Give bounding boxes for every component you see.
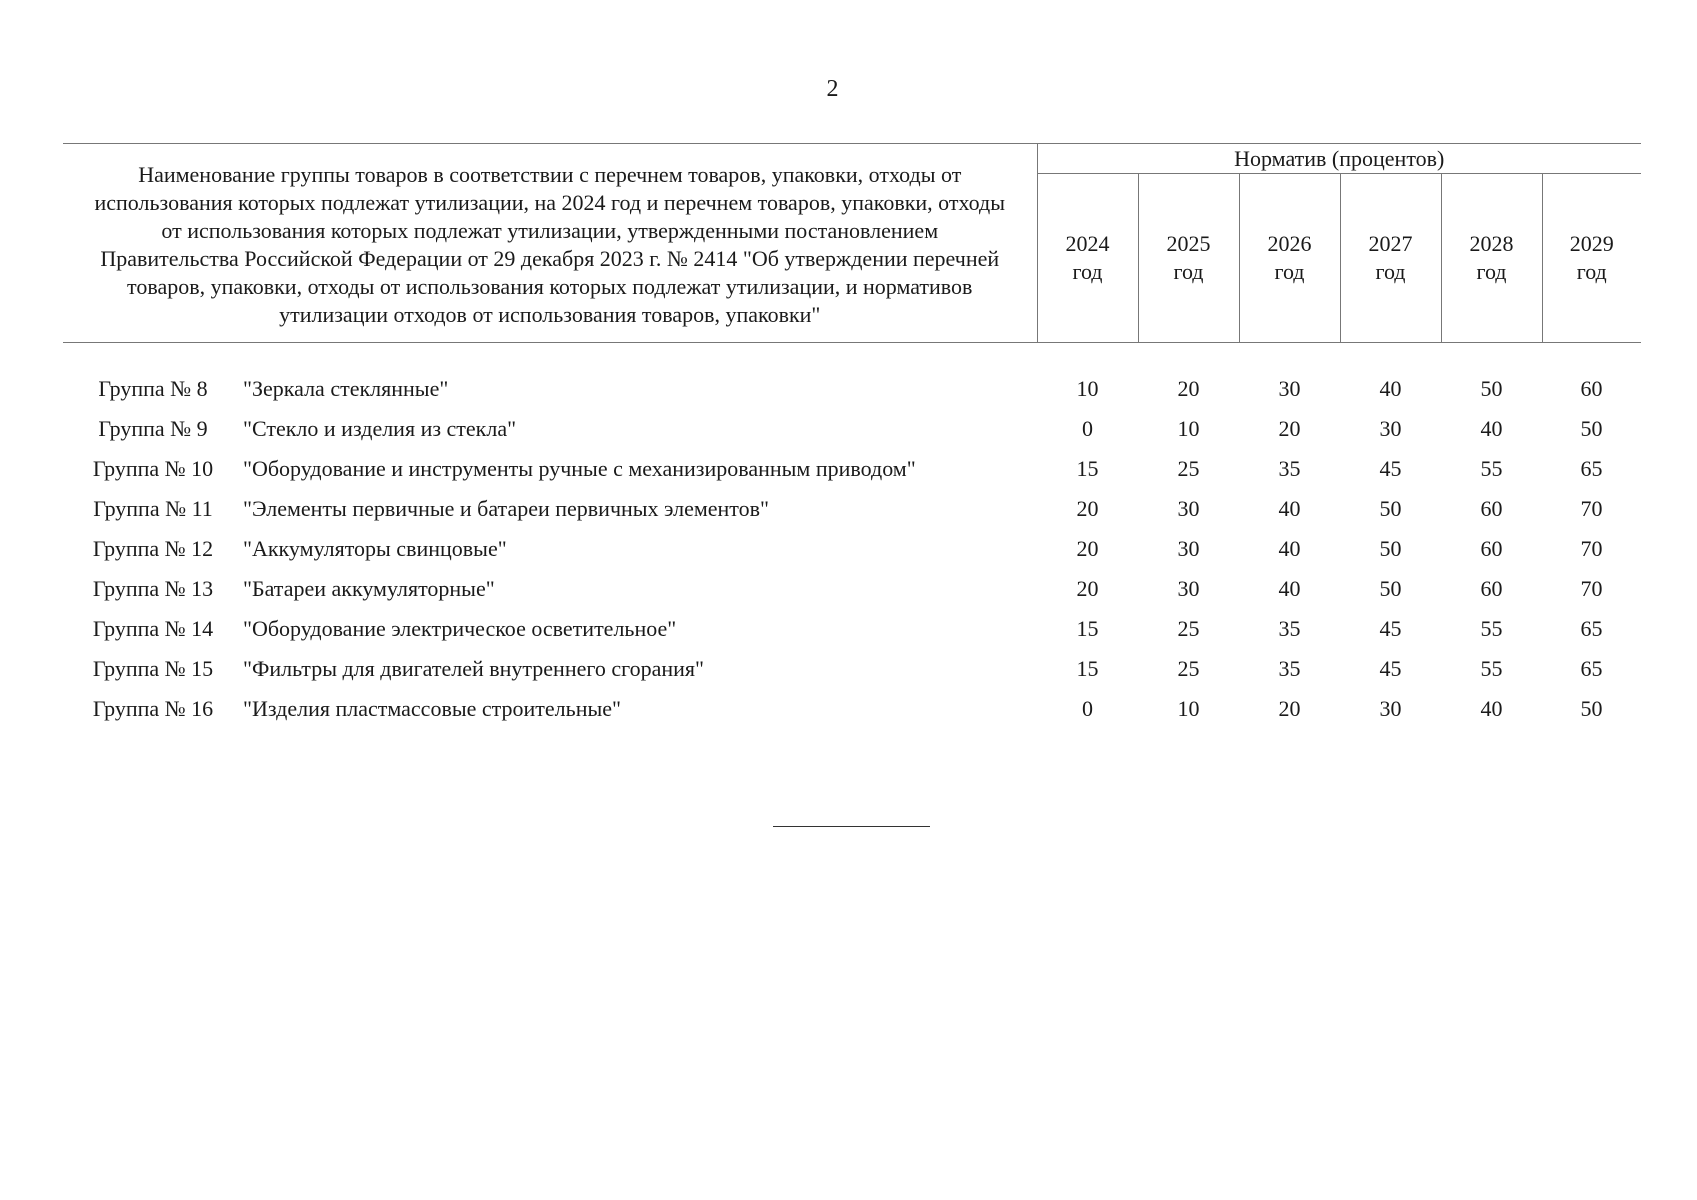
norm-2024: 10 — [1076, 376, 1099, 401]
norm-2025: 10 — [1177, 416, 1200, 441]
norm-2027: 45 — [1379, 656, 1402, 681]
norm-2025: 30 — [1177, 576, 1200, 601]
year-header-2029: 2029 год — [1542, 174, 1641, 343]
norm-2028: 50 — [1480, 376, 1503, 401]
table-row — [63, 449, 1641, 489]
group-number: Группа № 13 — [92, 576, 214, 601]
group-name: "Изделия пластмассовые строительные" — [243, 696, 621, 721]
page-number: 2 — [826, 76, 839, 102]
norm-2029: 50 — [1580, 696, 1603, 721]
norm-2028: 40 — [1480, 416, 1503, 441]
norm-2028: 60 — [1480, 576, 1503, 601]
norm-2029: 60 — [1580, 376, 1603, 401]
norm-2027: 50 — [1379, 496, 1402, 521]
table-row — [63, 369, 1641, 409]
norm-2028: 60 — [1480, 496, 1503, 521]
norm-2024: 20 — [1076, 576, 1099, 601]
norm-2024: 15 — [1076, 656, 1099, 681]
group-name: "Оборудование электрическое осветительное" — [243, 616, 677, 641]
norm-2024: 0 — [1082, 696, 1093, 721]
table-row — [63, 409, 1641, 449]
table-row — [63, 609, 1641, 649]
norm-2026: 20 — [1278, 696, 1301, 721]
norm-2026: 20 — [1278, 416, 1301, 441]
group-name: "Элементы первичные и батареи первичных элементов" — [243, 496, 770, 521]
norm-2029: 70 — [1580, 496, 1603, 521]
year-header-2025: 2025 год — [1138, 174, 1239, 343]
norm-2026: 35 — [1278, 456, 1301, 481]
norm-2025: 20 — [1177, 376, 1200, 401]
group-number: Группа № 8 — [98, 376, 208, 401]
group-name-header: Наименование группы товаров в соответствии с перечнем товаров, упаковки, отходы от использования которых подлежат утилизации, на 2024 год и перечнем товаров, упаковки, отходы от использования которых подлежат утилизации, утвержденными постановлением Правительства Российской Федерации от 29 декабря 2023 г. № 2414 "Об утверждении перечней товаров, упаковки, отходы от использования которых подлежат утилизации, и нормативов утилизации отходов от использования товаров, упаковки" — [63, 144, 1037, 343]
norm-2028: 40 — [1480, 696, 1503, 721]
norm-2029: 70 — [1580, 576, 1603, 601]
norm-2029: 65 — [1580, 616, 1603, 641]
norm-2026: 35 — [1278, 656, 1301, 681]
normative-header: Норматив (процентов) — [1037, 144, 1641, 174]
norm-2026: 30 — [1278, 376, 1301, 401]
norm-2024: 0 — [1082, 416, 1093, 441]
norm-2024: 15 — [1076, 456, 1099, 481]
norm-2027: 40 — [1379, 376, 1402, 401]
norm-2028: 55 — [1480, 616, 1503, 641]
norm-2027: 50 — [1379, 576, 1402, 601]
norm-2026: 35 — [1278, 616, 1301, 641]
table-row — [63, 649, 1641, 689]
year-header-2024: 2024 год — [1037, 174, 1138, 343]
norm-2027: 45 — [1379, 456, 1402, 481]
norm-2025: 25 — [1177, 656, 1200, 681]
group-name: "Аккумуляторы свинцовые" — [243, 536, 507, 561]
group-number: Группа № 11 — [93, 496, 213, 521]
group-number: Группа № 14 — [92, 616, 214, 641]
norm-2029: 65 — [1580, 656, 1603, 681]
norm-2029: 50 — [1580, 416, 1603, 441]
norm-2026: 40 — [1278, 496, 1301, 521]
norm-2025: 30 — [1177, 496, 1200, 521]
group-number: Группа № 9 — [98, 416, 208, 441]
norm-2028: 60 — [1480, 536, 1503, 561]
end-of-document-rule — [773, 826, 930, 827]
normative-table — [63, 143, 1641, 729]
norm-2025: 30 — [1177, 536, 1200, 561]
norm-2027: 30 — [1379, 416, 1402, 441]
norm-2025: 25 — [1177, 456, 1200, 481]
norm-2029: 70 — [1580, 536, 1603, 561]
norm-2027: 30 — [1379, 696, 1402, 721]
group-name: "Батареи аккумуляторные" — [243, 576, 495, 601]
table-row — [63, 489, 1641, 529]
table-row — [63, 529, 1641, 569]
norm-2025: 10 — [1177, 696, 1200, 721]
group-name: "Стекло и изделия из стекла" — [243, 416, 517, 441]
group-name: "Оборудование и инструменты ручные с механизированным приводом" — [243, 456, 916, 481]
group-number: Группа № 16 — [92, 696, 214, 721]
norm-2028: 55 — [1480, 656, 1503, 681]
table-row — [63, 569, 1641, 609]
group-number: Группа № 12 — [92, 536, 214, 561]
year-header-2028: 2028 год — [1441, 174, 1542, 343]
group-number: Группа № 15 — [92, 656, 214, 681]
norm-2025: 25 — [1177, 616, 1200, 641]
group-name: "Зеркала стеклянные" — [243, 376, 449, 401]
table-row — [63, 689, 1641, 729]
norm-2027: 50 — [1379, 536, 1402, 561]
group-name: "Фильтры для двигателей внутреннего сгорания" — [243, 656, 704, 681]
norm-2028: 55 — [1480, 456, 1503, 481]
norm-2026: 40 — [1278, 536, 1301, 561]
year-header-2026: 2026 год — [1239, 174, 1340, 343]
norm-2024: 20 — [1076, 536, 1099, 561]
group-number: Группа № 10 — [92, 456, 214, 481]
norm-2024: 20 — [1076, 496, 1099, 521]
year-header-2027: 2027 год — [1340, 174, 1441, 343]
norm-2029: 65 — [1580, 456, 1603, 481]
norm-2026: 40 — [1278, 576, 1301, 601]
norm-2024: 15 — [1076, 616, 1099, 641]
norm-2027: 45 — [1379, 616, 1402, 641]
